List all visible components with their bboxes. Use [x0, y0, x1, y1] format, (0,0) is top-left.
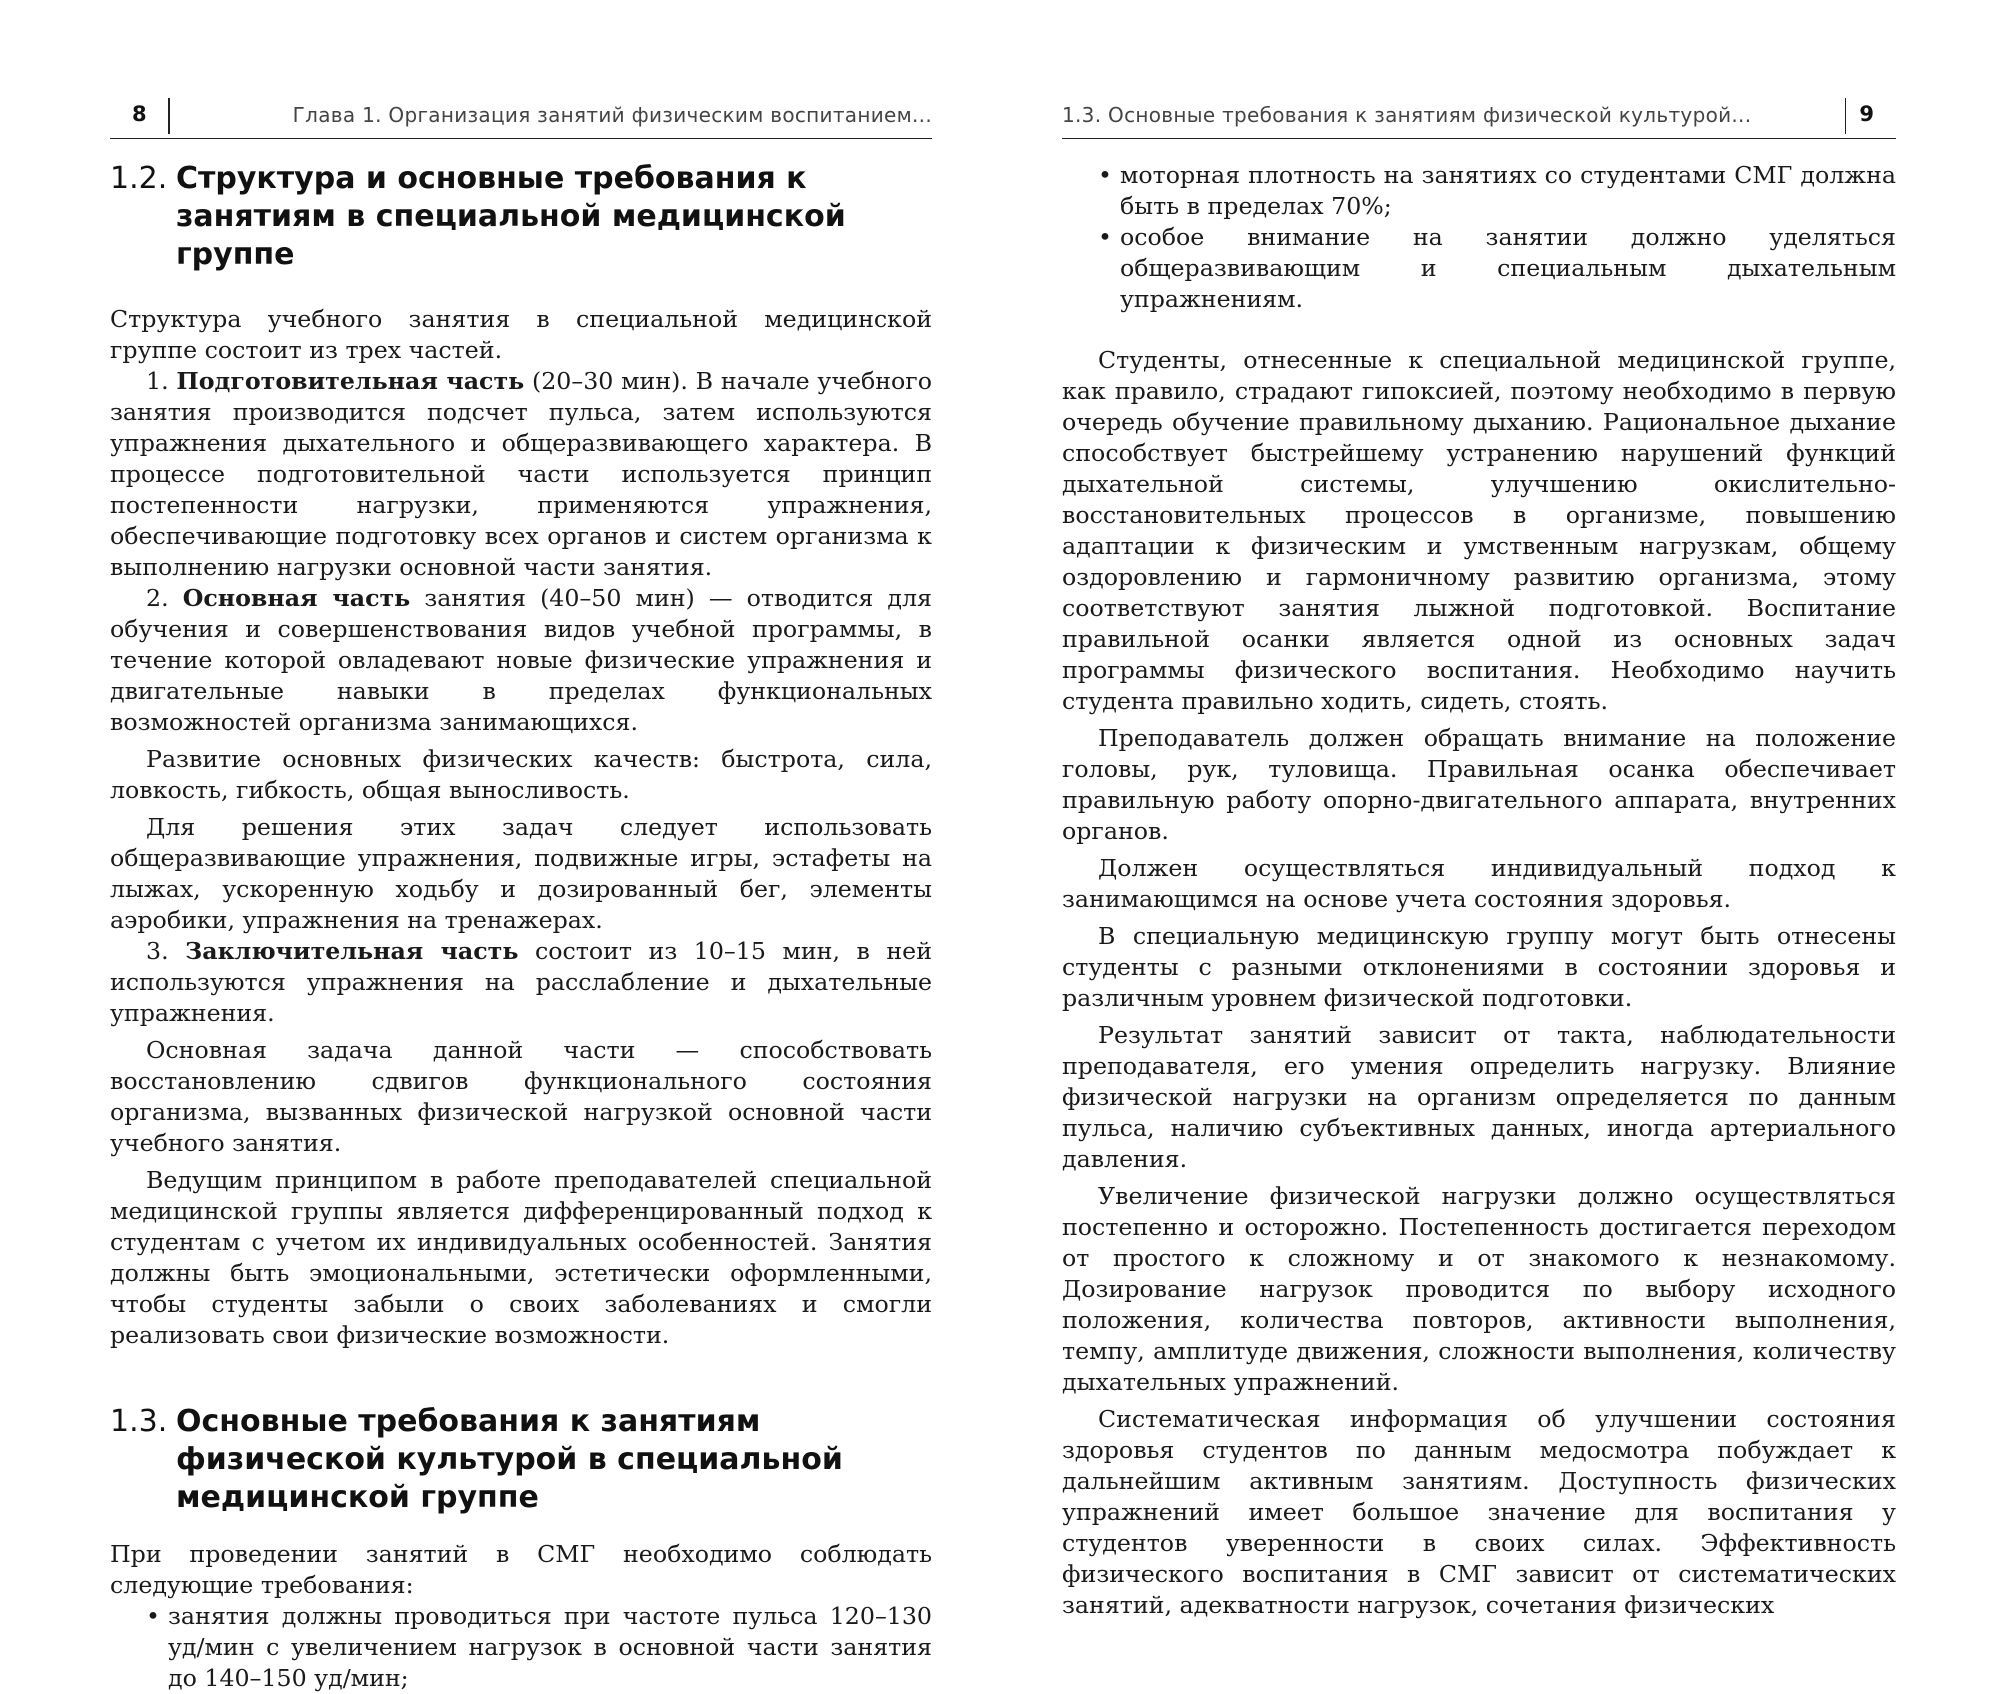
section-title: Структура и основные требования к занятиям в специальной медицинской группе — [176, 161, 846, 272]
running-title: 1.3. Основные требования к занятиям физической культурой... — [1062, 103, 1752, 127]
bullet-icon: • — [1098, 161, 1112, 189]
paragraph: Результат занятий зависит от такта, наблюдательности преподавателя, его умения определить нагрузку. Влияние физической нагрузки на организм определяется по данным пульса, наличию субъективных данных, иногда артериального давления. — [1062, 1021, 1896, 1173]
section-number: 1.2. — [110, 161, 168, 196]
paragraph: Увеличение физической нагрузки должно осуществляться постепенно и осторожно. Постепенность достигается переходом от простого к сложному и от знакомого к незнакомому. Дозирование нагрузок проводится по выбору исходного положения, количества повторов, активности выполнения, темпу, амплитуде движения, сложности выполнения, количеству дыхательных упражнений. — [1062, 1182, 1896, 1396]
requirements-list — [110, 1601, 932, 1694]
right-page — [1062, 0, 1896, 1619]
running-title: Глава 1. Организация занятий физическим воспитанием... — [292, 103, 932, 127]
paragraph: Основная задача данной части — способствовать восстановлению сдвигов функционального состояния организма, вызванных физической нагрузкой основной части учебного занятия. — [110, 1036, 932, 1157]
left-page-header — [110, 98, 932, 139]
header-divider — [168, 98, 170, 134]
paragraph: В специальную медицинскую группу могут быть отнесены студенты с разными отклонениями в состоянии здоровья и различным уровнем физической подготовки. — [1062, 922, 1896, 1012]
paragraph: Должен осуществляться индивидуальный подход к занимающимся на основе учета состояния здоровья. — [1062, 854, 1896, 913]
bullet-icon: • — [1098, 223, 1112, 251]
paragraph: Студенты, отнесенные к специальной медицинской группе, как правило, страдают гипоксией, поэтому необходимо в первую очередь обучение правильному дыханию. Рациональное дыхание способствует быстрейшему устранению нарушений функций дыхательной системы, улучшению окислительно-восстановительных процессов в организме, повышению адаптации к физическим и умственным нагрузкам, общему оздоровлению и гармоничному развитию организма, этому соответствуют занятия лыжной подготовкой. Воспитание правильной осанки является одной из основных задач программы физического воспитания. Необходимо научить студента правильно ходить, сидеть, стоять. — [1062, 346, 1896, 715]
section-heading-1-2 — [110, 160, 932, 274]
section-heading-1-3 — [110, 1403, 932, 1517]
list-item: • моторная плотность на занятиях со студентами СМГ должна быть в пределах 70%; — [1098, 161, 1896, 220]
right-page-content — [1062, 160, 1896, 1621]
left-page-content — [110, 160, 932, 1694]
paragraph-part1: 1. Подготовительная часть (20–30 мин). В начале учебного занятия производится подсчет пульса, затем используются упражнения дыхательного и общеразвивающего характера. В процессе подготовительной части используется принцип постепенности нагрузки, применяются упражнения, обеспечивающие подготовку всех органов и систем организма к выполнению нагрузки основной части занятия. — [110, 367, 932, 581]
paragraph: При проведении занятий в СМГ необходимо соблюдать следующие требования: — [110, 1540, 932, 1599]
paragraph: Развитие основных физических качеств: быстрота, сила, ловкость, гибкость, общая выносливость. — [110, 745, 932, 804]
list-item: • особое внимание на занятии должно уделяться общеразвивающим и специальным дыхательным упражнениям. — [1098, 223, 1896, 313]
left-page — [110, 0, 933, 1692]
paragraph: Ведущим принципом в работе преподавателей специальной медицинской группы является дифференцированный подход к студентам с учетом их индивидуальных особенностей. Занятия должны быть эмоциональными, эстетически оформленными, чтобы студенты забыли о своих заболеваниях и смогли реализовать свои физические возможности. — [110, 1166, 932, 1349]
right-page-header — [1062, 98, 1896, 139]
paragraph: Структура учебного занятия в специальной медицинской группе состоит из трех частей. — [110, 305, 932, 364]
paragraph: Для решения этих задач следует использовать общеразвивающие упражнения, подвижные игры, эстафеты на лыжах, ускоренную ходьбу и дозированный бег, элементы аэробики, упражнения на тренажерах. — [110, 813, 932, 934]
requirements-list-continued — [1062, 160, 1896, 315]
header-divider — [1845, 98, 1847, 134]
paragraph-part2: 2. Основная часть занятия (40–50 мин) — отводится для обучения и совершенствования видов учебной программы, в течение которой овладевают новые физические упражнения и двигательные навыки в пределах функциональных возможностей организма занимающихся. — [110, 584, 933, 736]
section-number: 1.3. — [110, 1404, 168, 1439]
page-number: 8 — [132, 102, 147, 126]
section-title: Основные требования к занятиям физической культурой в специальной медицинской группе — [176, 1404, 843, 1515]
paragraph: Преподаватель должен обращать внимание на положение головы, рук, туловища. Правильная осанка обеспечивает правильную работу опорно-двигательного аппарата, внутренних органов. — [1062, 724, 1896, 845]
page-number: 9 — [1859, 102, 1874, 126]
paragraph: Систематическая информация об улучшении состояния здоровья студентов по данным медосмотра побуждает к дальнейшим активным занятиям. Доступность физических упражнений имеет большое значение для воспитания у студентов уверенности в своих силах. Эффективность физического воспитания в СМГ зависит от систематических занятий, адекватности нагрузок, сочетания физических — [1062, 1405, 1896, 1619]
bullet-icon: • — [146, 1602, 160, 1630]
paragraph-part3: 3. Заключительная часть состоит из 10–15 мин, в ней используются упражнения на расслабление и дыхательные упражнения. — [110, 937, 932, 1027]
list-item: • занятия должны проводиться при частоте пульса 120–130 уд/мин с увеличением нагрузок в основной части занятия до 140–150 уд/мин; — [146, 1602, 932, 1692]
